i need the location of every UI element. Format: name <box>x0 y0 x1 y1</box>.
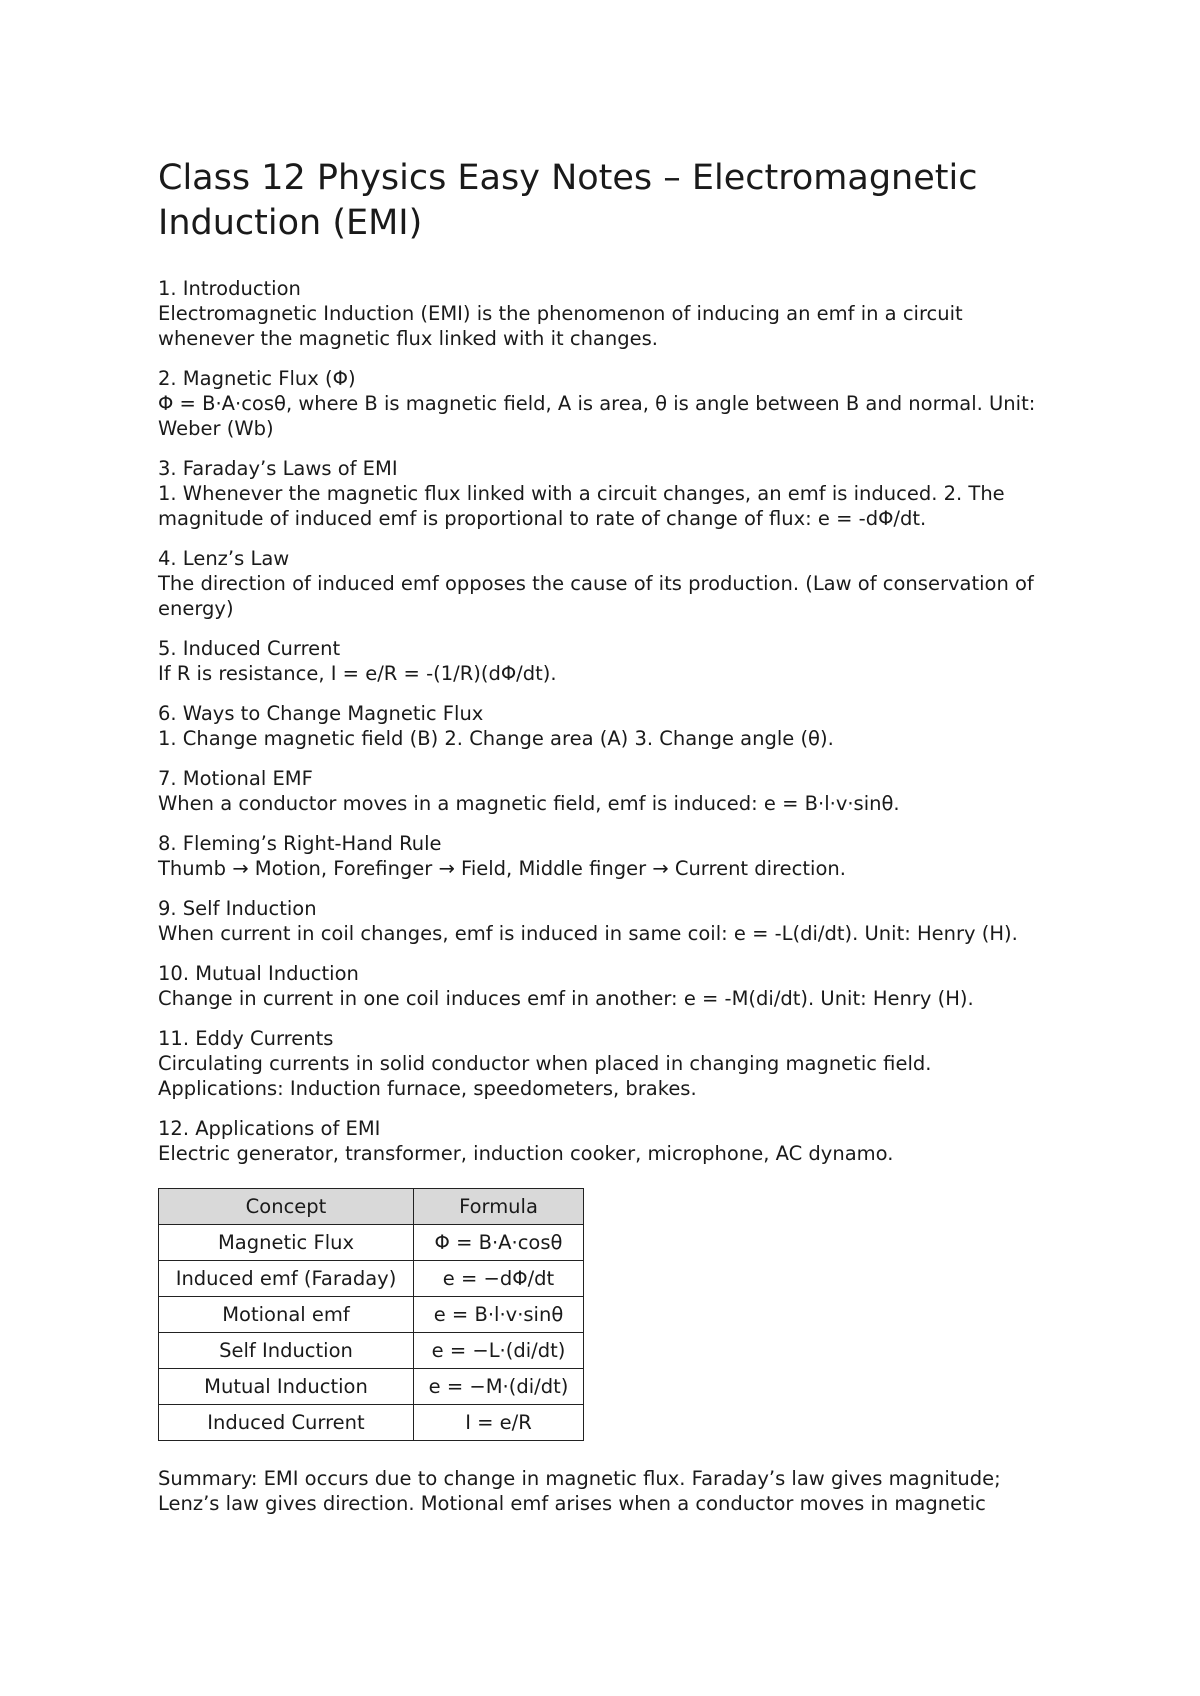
section-heading: 6. Ways to Change Magnetic Flux <box>158 702 484 725</box>
section-flemings-rule <box>158 831 1058 881</box>
section-body: Change in current in one coil induces emf in another: e = -M(di/dt). Unit: Henry (H). <box>158 987 974 1010</box>
section-induced-current <box>158 636 1058 686</box>
table-cell-formula: e = −M·(di/dt) <box>414 1369 584 1405</box>
table-header-concept: Concept <box>159 1189 414 1225</box>
summary-paragraph: Summary: EMI occurs due to change in magnetic flux. Faraday’s law gives magnitude; Lenz’s law gives direction. Motional emf arises when a conductor moves in magnetic <box>158 1467 1001 1515</box>
table-header-row <box>159 1189 584 1225</box>
section-body: When a conductor moves in a magnetic field, emf is induced: e = B·l·v·sinθ. <box>158 792 900 815</box>
table-cell-concept: Induced Current <box>159 1405 414 1441</box>
section-heading: 1. Introduction <box>158 277 301 300</box>
table-cell-concept: Motional emf <box>159 1297 414 1333</box>
section-body: Φ = B·A·cosθ, where B is magnetic field, A is area, θ is angle between B and normal. Unit: Weber (Wb) <box>158 392 1036 440</box>
section-body: When current in coil changes, emf is induced in same coil: e = -L(di/dt). Unit: Henry (H). <box>158 922 1018 945</box>
section-heading: 5. Induced Current <box>158 637 341 660</box>
table-row <box>159 1369 584 1405</box>
section-mutual-induction <box>158 961 1058 1011</box>
section-body: 1. Change magnetic field (B) 2. Change area (A) 3. Change angle (θ). <box>158 727 834 750</box>
table-cell-concept: Mutual Induction <box>159 1369 414 1405</box>
table-row <box>159 1261 584 1297</box>
section-magnetic-flux <box>158 366 1058 441</box>
section-heading: 10. Mutual Induction <box>158 962 359 985</box>
table-cell-formula: e = −dΦ/dt <box>414 1261 584 1297</box>
section-ways-to-change-flux <box>158 701 1058 751</box>
section-heading: 2. Magnetic Flux (Φ) <box>158 367 356 390</box>
table-row <box>159 1297 584 1333</box>
section-motional-emf <box>158 766 1058 816</box>
section-body: Circulating currents in solid conductor when placed in changing magnetic field. Applications: Induction furnace, speedometers, brakes. <box>158 1052 932 1100</box>
section-body: Electric generator, transformer, induction cooker, microphone, AC dynamo. <box>158 1142 894 1165</box>
section-heading: 8. Fleming’s Right-Hand Rule <box>158 832 442 855</box>
section-body: If R is resistance, I = e/R = -(1/R)(dΦ/dt). <box>158 662 557 685</box>
document-title: Class 12 Physics Easy Notes – Electromagnetic Induction (EMI) <box>158 158 978 243</box>
table-cell-concept: Induced emf (Faraday) <box>159 1261 414 1297</box>
table-cell-concept: Self Induction <box>159 1333 414 1369</box>
section-heading: 12. Applications of EMI <box>158 1117 381 1140</box>
table-cell-formula: I = e/R <box>414 1405 584 1441</box>
section-introduction <box>158 276 1058 351</box>
formula-table <box>158 1188 584 1441</box>
table-header-formula: Formula <box>414 1189 584 1225</box>
section-heading: 7. Motional EMF <box>158 767 313 790</box>
section-body: 1. Whenever the magnetic flux linked with a circuit changes, an emf is induced. 2. The magnitude of induced emf is proportional to rate of change of flux: e = -dΦ/dt. <box>158 482 1005 530</box>
table-row <box>159 1225 584 1261</box>
table-row <box>159 1333 584 1369</box>
table-row <box>159 1405 584 1441</box>
section-body: The direction of induced emf opposes the cause of its production. (Law of conservation of energy) <box>158 572 1034 620</box>
document-page <box>158 156 1058 1516</box>
section-applications <box>158 1116 1058 1166</box>
section-faradays-laws <box>158 456 1058 531</box>
table-cell-formula: e = B·l·v·sinθ <box>414 1297 584 1333</box>
section-heading: 11. Eddy Currents <box>158 1027 334 1050</box>
section-self-induction <box>158 896 1058 946</box>
section-heading: 9. Self Induction <box>158 897 317 920</box>
section-body: Thumb → Motion, Forefinger → Field, Middle finger → Current direction. <box>158 857 846 880</box>
section-heading: 4. Lenz’s Law <box>158 547 290 570</box>
section-eddy-currents <box>158 1026 1058 1101</box>
table-cell-formula: e = −L·(di/dt) <box>414 1333 584 1369</box>
section-lenzs-law <box>158 546 1058 621</box>
table-cell-formula: Φ = B·A·cosθ <box>414 1225 584 1261</box>
section-heading: 3. Faraday’s Laws of EMI <box>158 457 398 480</box>
table-cell-concept: Magnetic Flux <box>159 1225 414 1261</box>
section-body: Electromagnetic Induction (EMI) is the phenomenon of inducing an emf in a circuit whenever the magnetic flux linked with it changes. <box>158 302 963 350</box>
